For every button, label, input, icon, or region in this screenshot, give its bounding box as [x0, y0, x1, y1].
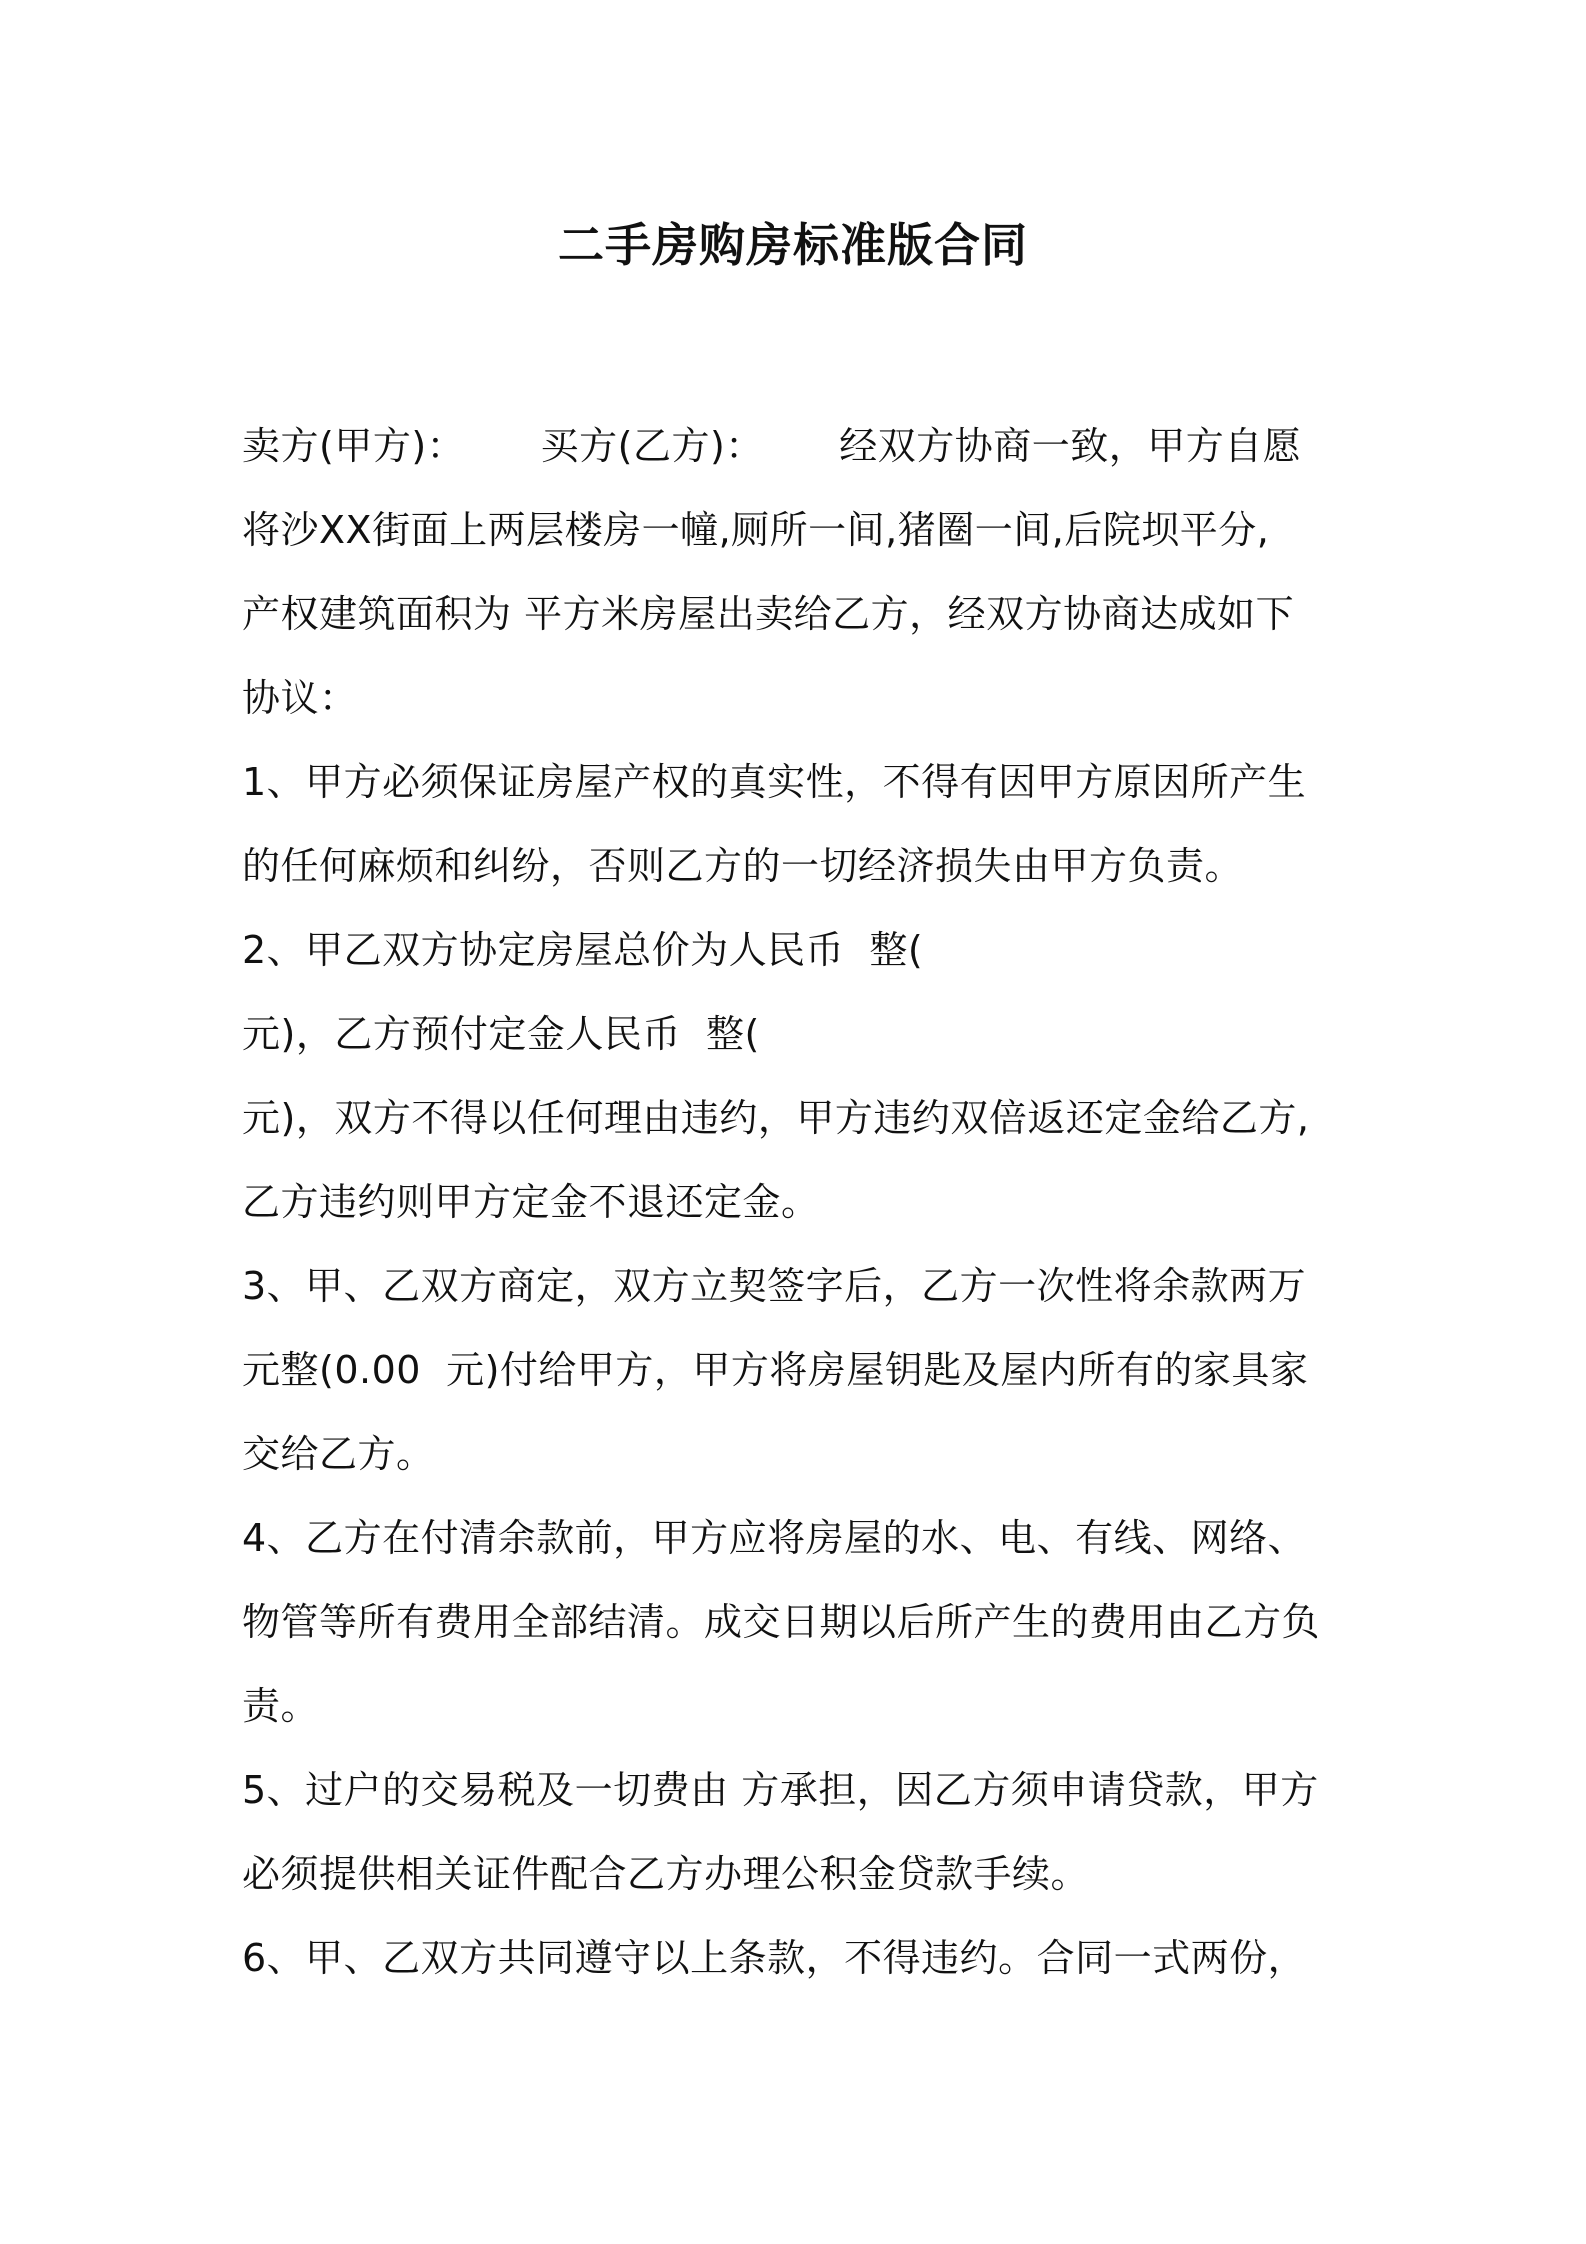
clause-4-line: 物管等所有费用全部结清。成交日期以后所产生的费用由乙方负	[242, 1600, 1321, 1644]
clause-4-line: 4、乙方在付清余款前，甲方应将房屋的水、电、有线、网络、	[242, 1516, 1307, 1560]
text-line: 卖方(甲方)： 买方(乙方)： 经双方协商一致，甲方自愿	[242, 424, 1302, 468]
clause-6-line: 6、甲、乙双方共同遵守以上条款，不得违约。合同一式两份，	[242, 1936, 1307, 1980]
clause-5-line: 必须提供相关证件配合乙方办理公积金贷款手续。	[242, 1852, 1090, 1896]
clause-1-line: 的任何麻烦和纠纷，否则乙方的一切经济损失由甲方负责。	[242, 844, 1244, 888]
clause-2-line: 元)，双方不得以任何理由违约，甲方违约双倍返还定金给乙方,	[242, 1096, 1310, 1140]
text-line: 产权建筑面积为 平方米房屋出卖给乙方，经双方协商达成如下	[242, 592, 1295, 636]
clause-2-line: 乙方违约则甲方定金不退还定金。	[242, 1180, 820, 1224]
contract-body	[242, 404, 1362, 2000]
clause-3-line: 交给乙方。	[242, 1432, 435, 1476]
clause-2-line: 2、甲乙双方协定房屋总价为人民币 整(	[242, 928, 924, 972]
clause-3-line: 元整(0.00 元)付给甲方，甲方将房屋钥匙及屋内所有的家具家	[242, 1348, 1309, 1392]
text-line: 协议：	[242, 676, 358, 720]
clause-4-line: 责。	[242, 1684, 320, 1728]
text-line: 将沙XX街面上两层楼房一幢,厕所一间,猪圈一间,后院坝平分,	[242, 508, 1270, 552]
clause-3-line: 3、甲、乙双方商定，双方立契签字后，乙方一次性将余款两万	[242, 1264, 1307, 1308]
clause-1-line: 1、甲方必须保证房屋产权的真实性，不得有因甲方原因所产生	[242, 760, 1307, 804]
document-title: 二手房购房标准版合同	[558, 218, 1028, 272]
clause-2-line: 元)，乙方预付定金人民币 整(	[242, 1012, 760, 1056]
clause-5-line: 5、过户的交易税及一切费由 方承担，因乙方须申请贷款，甲方	[242, 1768, 1319, 1812]
